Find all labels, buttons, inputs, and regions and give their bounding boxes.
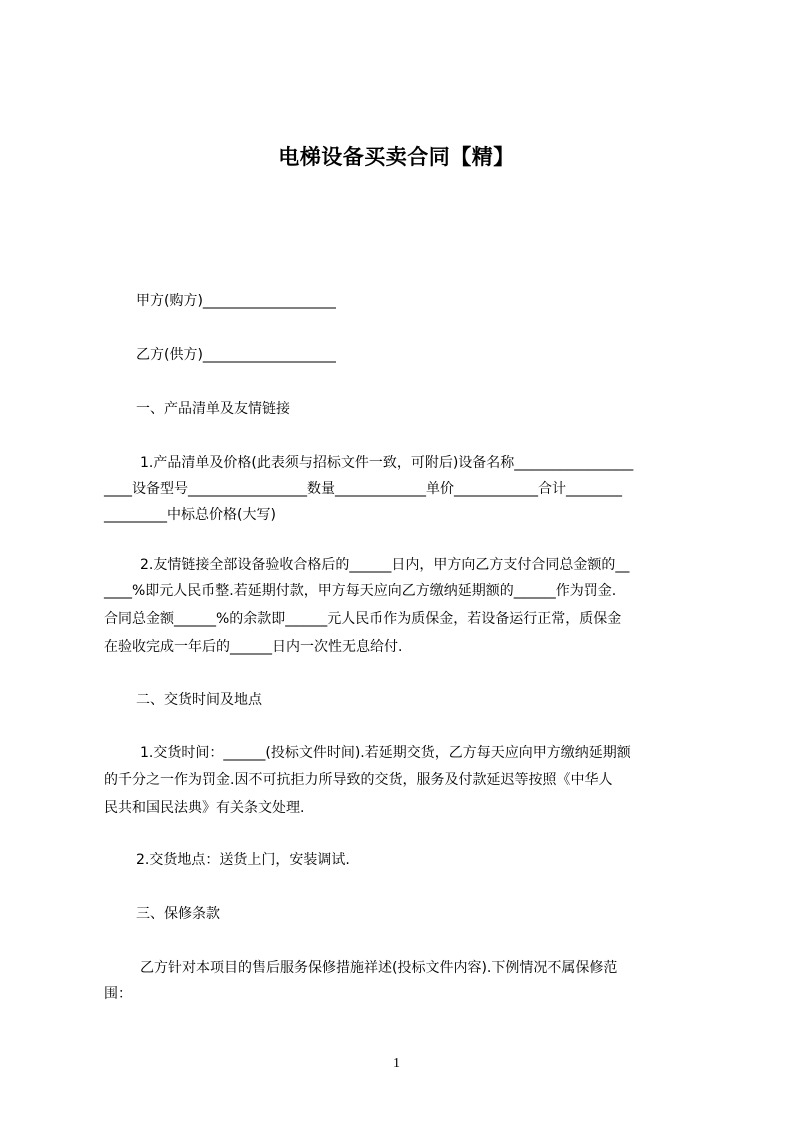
section-2-heading: 二、交货时间及地点 <box>136 692 262 708</box>
clause-1-1-line-3: _________中标总价格(大写) <box>104 507 276 523</box>
clause-2-1-line-2: 的千分之一作为罚金.因不可抗拒力所导致的交货，服务及付款延迟等按照《中华人 <box>104 772 613 788</box>
document-title: 电梯设备买卖合同【精】 <box>278 145 515 169</box>
page-number: 1 <box>393 1056 400 1071</box>
clause-1-1-line-1: 1.产品清单及价格(此表须与招标文件一致，可附后)设备名称_________________ <box>140 455 634 471</box>
section-1-heading: 一、产品清单及友情链接 <box>136 401 290 417</box>
clause-3-intro-line-1: 乙方针对本项目的售后服务保修措施祥述(投标文件内容).下例情况不属保修范 <box>140 960 618 976</box>
clause-1-2-line-3: 合同总金额______%的余款即______元人民币作为质保金，若设备运行正常，质保金 <box>104 611 622 627</box>
section-3-heading: 三、保修条款 <box>136 906 220 922</box>
clause-1-2-line-2: ____%即元人民币整.若延期付款，甲方每天应向乙方缴纳延期额的______作为罚金. <box>104 583 617 599</box>
clause-1-2-line-1: 2.友情链接全部设备验收合格后的______日内，甲方向乙方支付合同总金额的__ <box>140 557 630 573</box>
clause-2-1-line-3: 民共和国民法典》有关条文处理. <box>104 800 305 816</box>
party-b-line: 乙方(供方)___________________ <box>136 347 336 363</box>
clause-3-intro-line-2: 围： <box>104 986 132 1002</box>
clause-1-2-line-4: 在验收完成一年后的______日内一次性无息给付. <box>104 639 403 655</box>
clause-2-2: 2.交货地点：送货上门，安装调试. <box>136 852 350 868</box>
party-a-line: 甲方(购方)___________________ <box>136 293 336 309</box>
clause-2-1-line-1: 1.交货时间：______(投标文件时间).若延期交货，乙方每天应向甲方缴纳延期额 <box>140 745 631 761</box>
clause-1-1-line-2: ____设备型号_________________数量_____________单价____________合计________ <box>104 481 622 497</box>
